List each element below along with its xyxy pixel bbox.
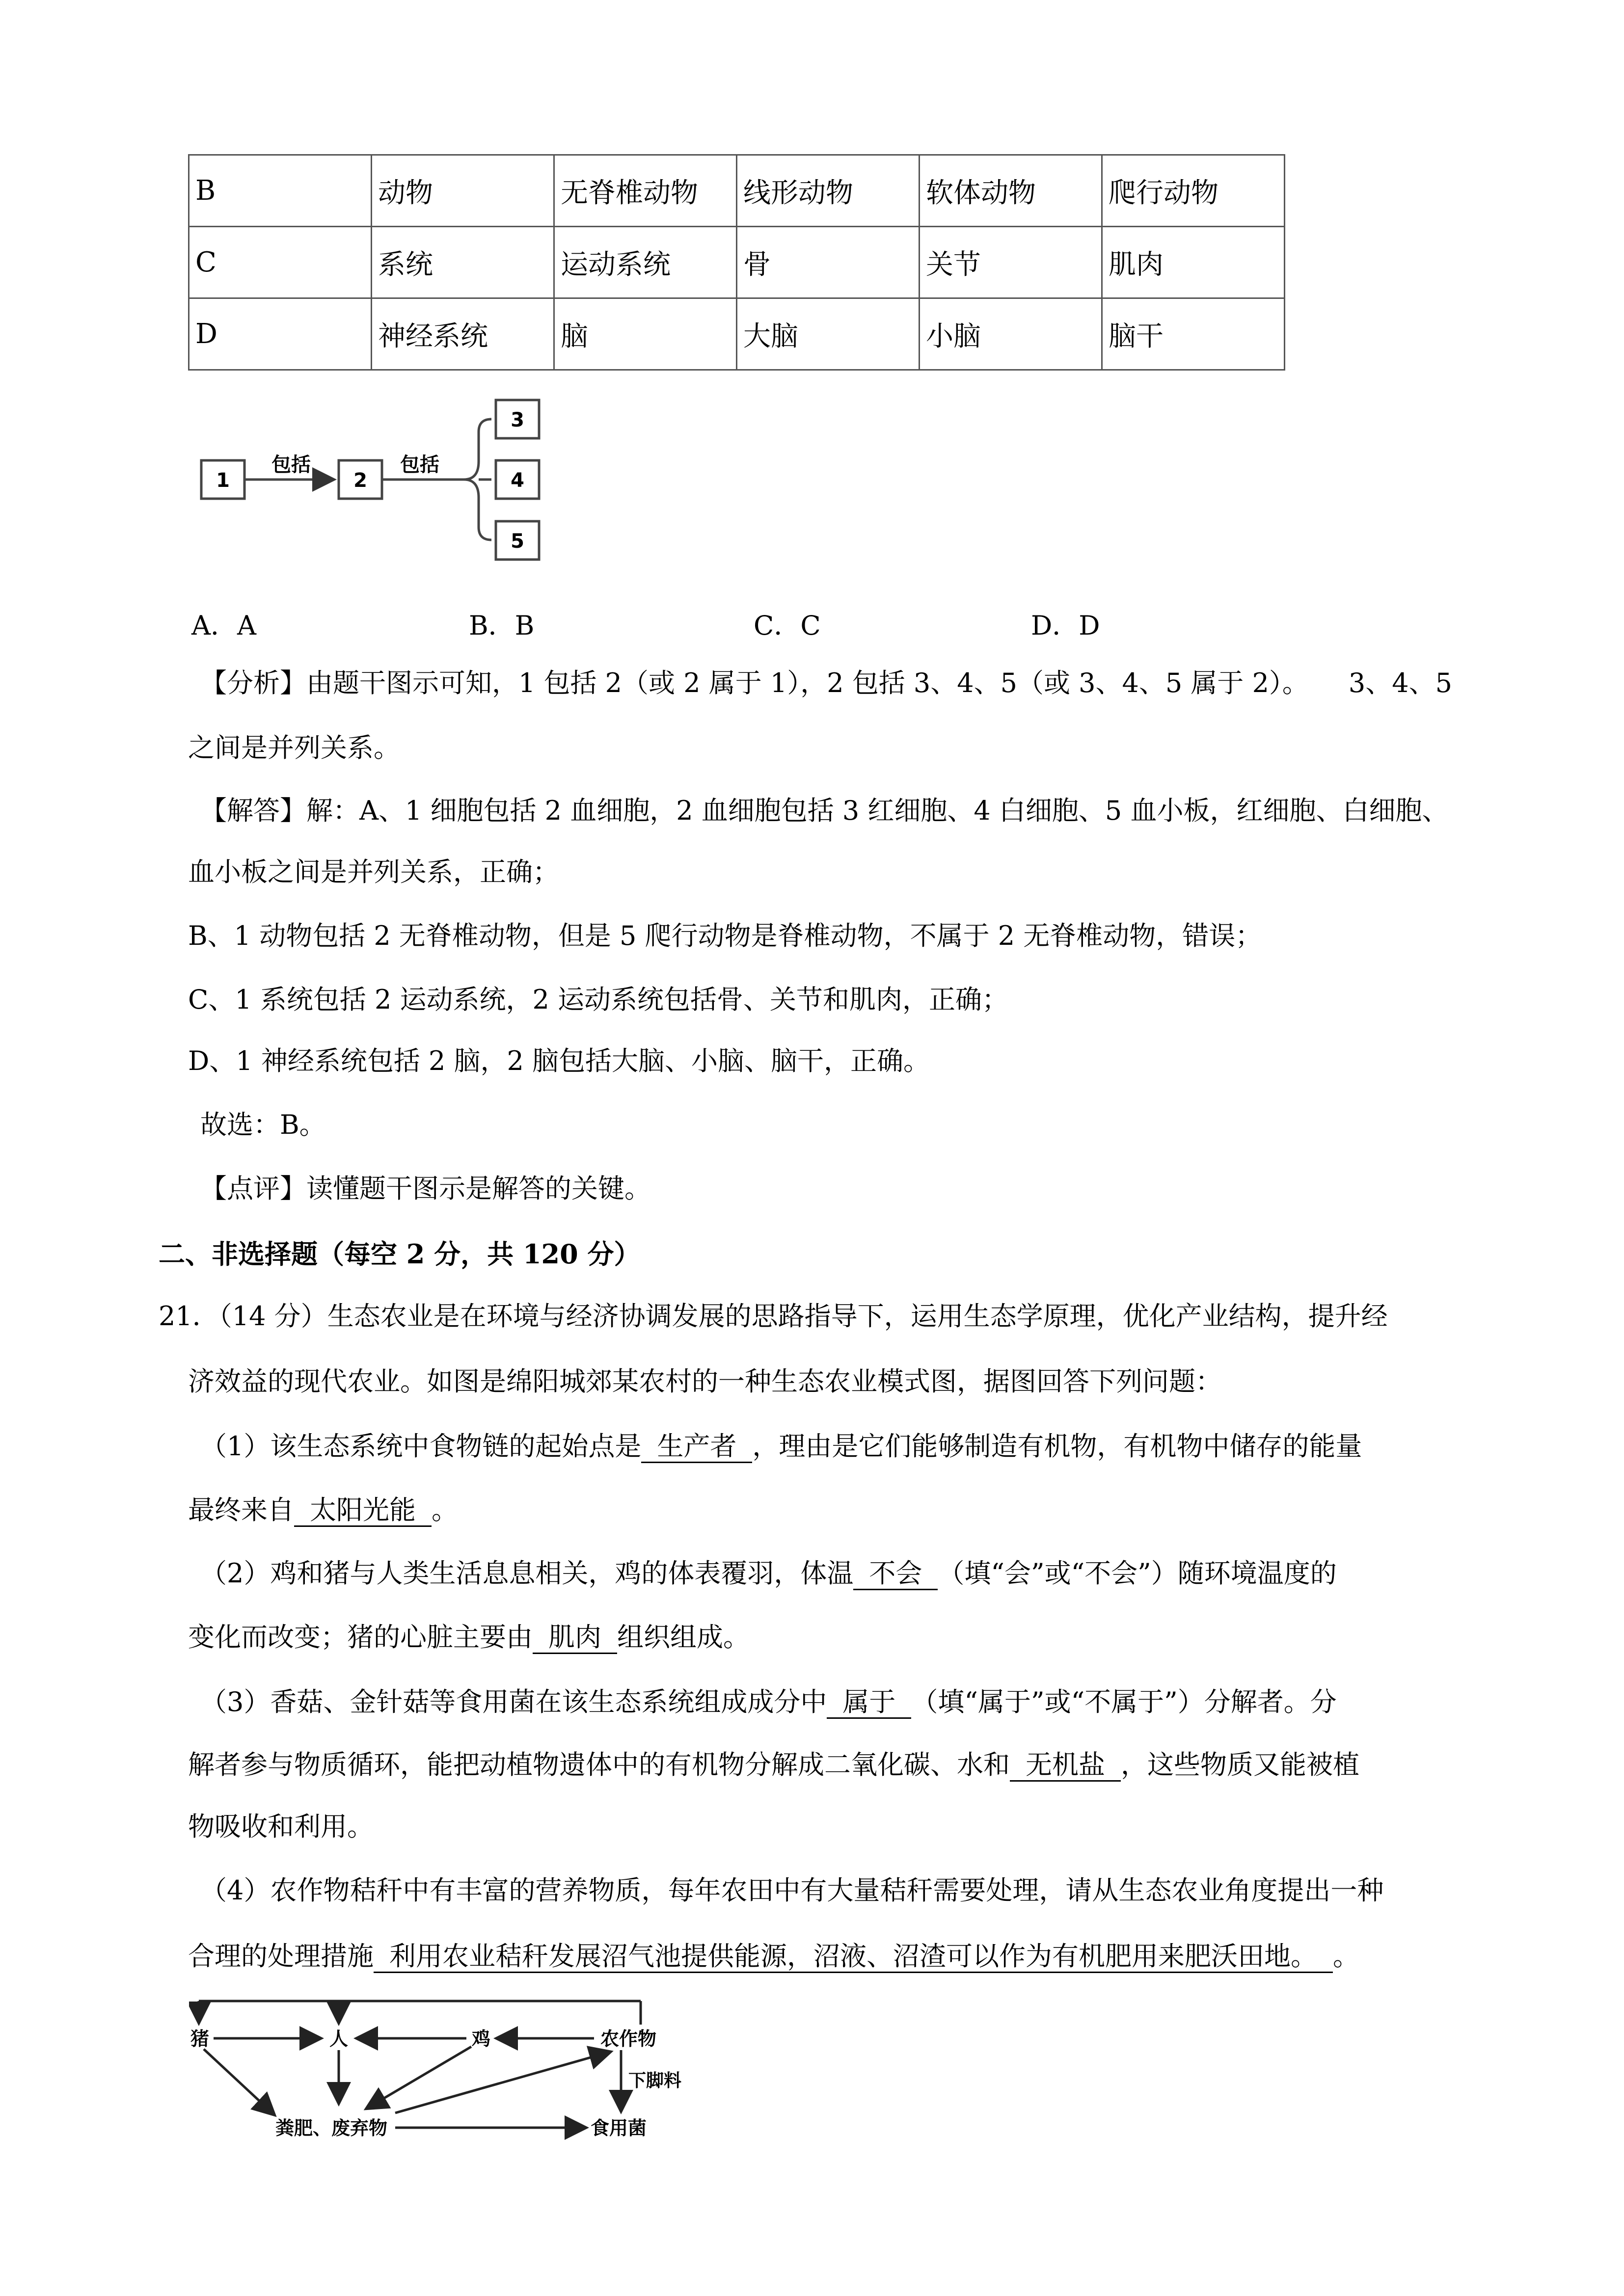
text-segment: （2）鸡和猪与人类生活息息相关，鸡的体表覆羽，体温	[200, 1558, 854, 1589]
comment-line: 【点评】读懂题干图示是解答的关键。	[200, 1173, 651, 1204]
text-segment: （填“属于”或“不属于”）分解者。分	[911, 1686, 1337, 1717]
table-cell: 系统	[372, 227, 554, 298]
answer-line: 【解答】解：A、1 细胞包括 2 血细胞，2 血细胞包括 3 红细胞、4 白细胞、5 血小板，红细胞、白细胞、	[200, 795, 1449, 826]
box-label: 1	[216, 469, 230, 492]
question-part-1-cont	[188, 1495, 458, 1527]
box-label: 2	[353, 469, 367, 492]
section-title: 二、非选择题（每空 2 分，共 120 分）	[159, 1238, 641, 1270]
table-cell: 脑	[554, 298, 737, 370]
answer-line: B、1 动物包括 2 无脊椎动物，但是 5 爬行动物是脊椎动物，不属于 2 无脊椎动物，错误；	[188, 920, 1262, 951]
node-crops: 农作物	[600, 2028, 657, 2050]
node-pig: 猪	[190, 2028, 210, 2050]
table-row	[189, 227, 1285, 298]
analysis-line: 之间是并列关系。	[188, 732, 400, 763]
text-segment: 。	[1333, 1941, 1359, 1972]
table-cell: 运动系统	[554, 227, 737, 298]
table-cell: C	[189, 227, 372, 298]
question-part-3	[200, 1687, 1337, 1719]
answer-blank: 不会	[853, 1558, 938, 1590]
question-part-3-cont	[188, 1750, 1359, 1782]
arrow-label: 包括	[271, 454, 311, 476]
text-segment: （3）香菇、金针菇等食用菌在该生态系统组成成分中	[200, 1686, 827, 1717]
answer-line: C、1 系统包括 2 运动系统，2 运动系统包括骨、关节和肌肉，正确；	[188, 984, 1009, 1015]
table-cell: 爬行动物	[1102, 155, 1285, 227]
box-label: 4	[511, 469, 524, 492]
box-label: 3	[511, 409, 524, 431]
text-segment: ，理由是它们能够制造有机物，有机物中储存的能量	[752, 1431, 1362, 1462]
table-cell: 脑干	[1102, 298, 1285, 370]
arrow-label: 包括	[400, 454, 439, 476]
box-label: 5	[511, 530, 524, 553]
question-part-4-cont	[188, 1941, 1359, 1973]
table-cell: 神经系统	[372, 298, 554, 370]
answer-blank: 肌肉	[533, 1622, 617, 1654]
table-cell: 关节	[920, 227, 1102, 298]
text-segment: 合理的处理措施	[188, 1941, 374, 1972]
table-cell: 线形动物	[737, 155, 920, 227]
table-cell: 动物	[372, 155, 554, 227]
text-segment: （1）该生态系统中食物链的起始点是	[200, 1431, 642, 1462]
node-chicken: 鸡	[471, 2028, 491, 2050]
text-segment: 最终来自	[188, 1495, 294, 1525]
text-segment: 组织组成。	[617, 1622, 750, 1653]
table-cell: 软体动物	[920, 155, 1102, 227]
text-segment: 变化而改变；猪的心脏主要由	[188, 1622, 533, 1653]
choice-d: D．D	[1031, 610, 1100, 641]
answer-line: 血小板之间是并列关系，正确；	[188, 856, 559, 887]
label-scraps: 下脚料	[628, 2071, 682, 2091]
node-waste: 粪肥、废弃物	[275, 2117, 388, 2139]
question-part-3-cont: 物吸收和利用。	[188, 1811, 374, 1842]
answer-line: D、1 神经系统包括 2 脑，2 脑包括大脑、小脑、脑干，正确。	[188, 1045, 930, 1076]
answer-blank: 太阳光能	[294, 1495, 432, 1527]
answer-blank: 属于	[827, 1687, 911, 1719]
table-cell: B	[189, 155, 372, 227]
node-fungi: 食用菌	[590, 2117, 647, 2139]
options-table	[188, 154, 1285, 371]
answer-blank: 无机盐	[1010, 1750, 1121, 1782]
question-intro: 21．（14 分）生态农业是在环境与经济协调发展的思路指导下，运用生态学原理，优化产业结构，提升经	[159, 1301, 1388, 1332]
answer-blank: 生产者	[641, 1431, 752, 1463]
question-part-4: （4）农作物秸秆中有丰富的营养物质，每年农田中有大量秸秆需要处理，请从生态农业角度提出一种	[200, 1875, 1384, 1906]
table-cell: D	[189, 298, 372, 370]
question-intro: 济效益的现代农业。如图是绵阳城郊某农村的一种生态农业模式图，据图回答下列问题：	[188, 1366, 1222, 1397]
question-part-2	[200, 1558, 1337, 1590]
choice-c: C．C	[754, 610, 821, 641]
choice-a: A．A	[191, 610, 256, 641]
inclusion-diagram	[194, 393, 547, 574]
choice-b: B．B	[469, 610, 535, 641]
table-cell: 肌肉	[1102, 227, 1285, 298]
table-cell: 大脑	[737, 298, 920, 370]
text-segment: 解者参与物质循环，能把动植物遗体中的有机物分解成二氧化碳、水和	[188, 1749, 1010, 1780]
answer-line: 故选：B。	[200, 1109, 326, 1140]
eco-agriculture-diagram	[189, 1995, 709, 2157]
node-person: 人	[329, 2028, 349, 2050]
table-cell: 无脊椎动物	[554, 155, 737, 227]
analysis-line: 【分析】由题干图示可知，1 包括 2（或 2 属于 1），2 包括 3、4、5（或 3、4、5 属于 2）。 3、4、5	[200, 667, 1452, 698]
answer-blank: 利用农业秸秆发展沼气池提供能源，沼液、沼渣可以作为有机肥用来肥沃田地。	[374, 1941, 1333, 1973]
question-part-2-cont	[188, 1622, 750, 1654]
table-row	[189, 155, 1285, 227]
text-segment: 。	[432, 1495, 458, 1525]
table-cell: 小脑	[920, 298, 1102, 370]
question-part-1	[200, 1431, 1362, 1463]
text-segment: ，这些物质又能被植	[1121, 1749, 1359, 1780]
table-cell: 骨	[737, 227, 920, 298]
text-segment: （填“会”或“不会”）随环境温度的	[938, 1558, 1337, 1589]
table-row	[189, 298, 1285, 370]
